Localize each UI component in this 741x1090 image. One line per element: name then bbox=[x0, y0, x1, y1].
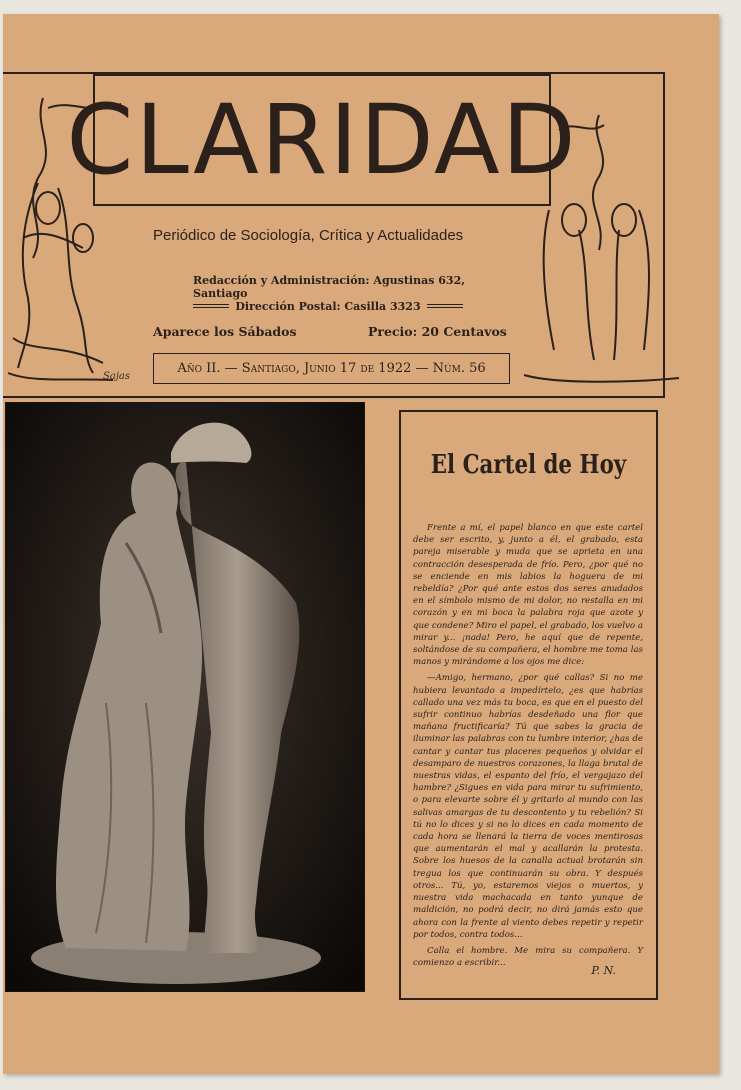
price: Precio: 20 Centavos bbox=[368, 324, 507, 339]
publication-schedule: Aparece los Sábados bbox=[153, 324, 297, 339]
right-rule bbox=[427, 304, 463, 308]
article-body bbox=[413, 522, 643, 973]
issue-info bbox=[153, 353, 510, 384]
article-paragraph: Frente a mí, el papel blanco en que este cartel debe ser escrito, y, junto a él, el grabado, esta pareja miserable y muda que se aprieta en una contracción desesperada de frío. Pero, ¿por qué no se enciende en mis labios la hoguera de mi rebeldía? ¿Por qué ante estos dos seres anudados en el símbolo mismo de mi dolor, no restalla en mi corazón y en mi boca la palabra roja que azote y que condene? Miro el papel, el grabado, los vuelvo a mirar y... ¡nada! Pero, he aquí que de repente, soltándose de su compañera, el hombre me toma las manos y mirándome a los ojos me dice: bbox=[413, 523, 643, 668]
artist-signature: Sajas bbox=[103, 371, 131, 382]
article-title: El Cartel de Hoy bbox=[430, 450, 627, 480]
article-signature: P. N. bbox=[591, 964, 616, 977]
article-paragraph: Calla el hombre. Me mira su compañera. Y comienzo a escribir... bbox=[413, 945, 643, 969]
article-box bbox=[399, 410, 658, 1000]
issue-line: Año II. — Santiago, Junio 17 de 1922 — Núm. 56 bbox=[177, 361, 486, 376]
article-paragraph: —Amigo, hermano, ¿por qué callas? Si no me hubiera levantado a impedírtelo, ¿es que habrías callado una vez más tu boca, es que en el puesto del sufrir continuo habrías desdeñado una flor que mañana fructificaría? Tú que sabes la gracia de iluminar las palabras con tu lumbre interior, ¿has de cantar y cantar tus placeres pequeños y olvidar el desamparo de nuestros corazones, la llaga brutal de nuestras vidas, el espanto del frío, el vergajazo del hambre? ¿Sigues en vida para mirar tu sufrimiento, o para elevarte sobre él y gritarlo al mundo con las salivas amargas de tu descontento y tu rebelión? Si tú no lo dices y si no lo dices en cada momento de cada hora se llenará la tierra de voces mentirosas que aumentarán el mal y acallarán la protesta. Sobre los huesos de la canalla actual brotarán sin tregua los que continuarán su obra. Y después otros... Tú, yo, estaremos viejos o muertos, y nuestra vida machacada en tanto yunque de maldición, no podrá decir, no dirá jamás esto que ahora con la frente al viento debes repetir y repetir por todos, contra todos... bbox=[413, 673, 643, 940]
sculpture-photo bbox=[5, 402, 365, 992]
direccion-postal-text: Dirección Postal: Casilla 3323 bbox=[235, 299, 421, 313]
direccion-postal bbox=[193, 298, 463, 314]
newspaper-page bbox=[3, 14, 719, 1074]
left-rule bbox=[193, 304, 229, 308]
masthead-title: CLARIDAD bbox=[66, 84, 578, 196]
redaccion-address: Redacción y Administración: Agustinas 632, Santiago bbox=[193, 274, 466, 300]
masthead-subtitle: Periódico de Sociología, Crítica y Actualidades bbox=[153, 227, 464, 244]
sculpture-image bbox=[6, 403, 364, 991]
masthead-title-box bbox=[66, 74, 578, 206]
